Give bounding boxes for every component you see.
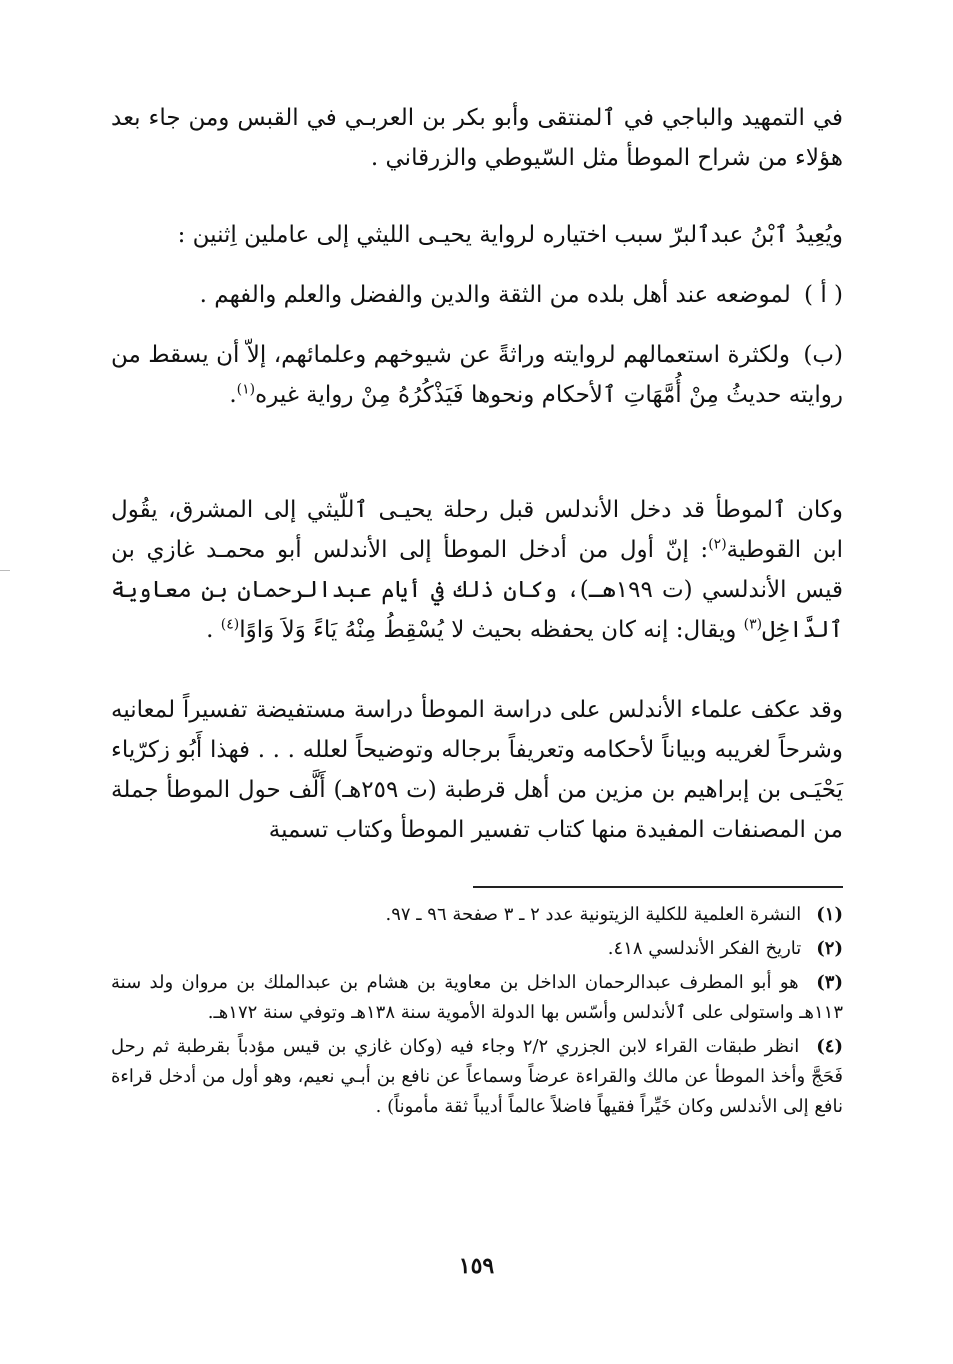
paragraph-reasons: ويُعِيدُ ٱبْنُ عبدٱلبرّ سبب اختياره لرواية يحيـى الليثي إلى عاملين اِثنين : <box>177 222 843 248</box>
list-item-a-label: ( أ ) <box>804 282 843 308</box>
footnote-ref-4[interactable]: (٤) <box>220 616 240 633</box>
footnote-3-text: هو أبو المطرف عبدالرحمان الداخل بن معاوية بن هشام بن عبدالملك بن مروان ولد سنة ١١٣هـ واستولى على ٱلأندلس وأسّس بها الدولة الأموية سنة ١٣٨هـ وتوفي سنة ١٧٢هـ. <box>111 972 843 1023</box>
paragraph-muwatta-part2: : إنّ أول من أدخل الموطأ إلى الأندلس أبو محمـد غازي بن قيس الأندلسي (ت ١٩٩هـ)، وكان ذلك في أيام عبدالرحمان بن معاوية ٱلدَّاخِل <box>111 537 844 643</box>
footnote-ref-3[interactable]: (٣) <box>743 616 763 633</box>
list-item-b-label: (ب) <box>803 342 844 368</box>
footnote-3 <box>111 968 843 1028</box>
footnote-4-text: انظر طبقات القراء لابن الجزري ٢/٢ وجاء فيه (وكان غازي بن قيس مؤدباً بقرطبة ثم رحل فَحَجَّ وأخذ الموطأ عن مالك والقراءة عرضاً وسماعاً عن نافع بن أبـي نعيم، وهو أول من أدخل قراءة نافع إلى الأندلس وكان خَيِّراً فقيهاً فاضلاً عالماً أديباً ثقة مأموناً) . <box>111 1036 843 1117</box>
paragraph-intro: في التمهيد والباجي في ٱلمنتقى وأبو بكر بن العربـي في القبس ومن جاء بعد هؤلاء من شراح الموطأ مثل السّيوطي والزرقاني . <box>111 105 843 171</box>
footnote-ref-1[interactable]: (١) <box>236 381 256 398</box>
list-item-a <box>111 275 843 315</box>
list-item-b-end: . <box>229 382 237 408</box>
footnote-3-number: (٣) <box>816 972 843 993</box>
footnote-2 <box>111 934 843 964</box>
paragraph-muwatta-part3: ويقال: إنه كان يحفظه بحيث لا يُسْقِطُ مِنْهُ يَاءً وَلاَ وَاوًا <box>239 617 744 643</box>
footnote-2-text: تاريخ الفكر الأندلسي ٤١٨. <box>607 938 802 959</box>
paragraph-muwatta-end: . <box>206 617 221 643</box>
page-number <box>0 1253 953 1279</box>
footnote-1-text: النشرة العلمية للكلية الزيتونية عدد ٢ ـ ٣ صفحة ٩٦ ـ ٩٧. <box>385 904 802 925</box>
footnote-ref-2[interactable]: (٢) <box>708 536 727 553</box>
paragraph-muwatta-history <box>111 490 843 650</box>
list-item-b-text: ولكثرة استعمالهم لروايته وراثةً عن شيوخهم وعلمائهم، إلاّ أن يسقط من روايته حديثُ مِنْ أُمَّهَاتِ ٱلأحكام ونحوها فَيَذْكُرُهُ مِنْ رواية غيره <box>111 342 843 408</box>
footnote-4-number: (٤) <box>816 1036 843 1057</box>
scan-margin-mark <box>0 570 10 572</box>
list-item-a-text: لموضعه عند أهل بلده من الثقة والدين والفضل والعلم والفهم . <box>199 282 791 308</box>
page-number-text: ١٥٩ <box>458 1253 495 1279</box>
list-item-b <box>111 335 843 415</box>
footnote-2-number: (٢) <box>816 938 843 959</box>
footnote-1 <box>111 900 843 930</box>
paragraph-muwatta-part1: وكان ٱلموطأ قد دخل الأندلس قبل رحلة يحيـى ٱللّيثي إلى المشرق، يقُول ابن القوطية <box>111 497 843 563</box>
footnotes <box>111 900 843 1126</box>
footnote-4 <box>111 1032 843 1122</box>
paragraph-scholars: وقد عكف علماء الأندلس على دراسة الموطأ دراسة مستفيضة تفسيراً لمعانيه وشرحاً لغريبه وبياناً لأحكامه وتعريفاً برجاله وتوضيحاً لعلله . . . فهذا أَبُو زكرّياء يَحْيَـى بن إبراهيم بن مزين من أهل قرطبة (ت ٢٥٩هـ) أَلَّف حول الموطأ جملة من المصنفات المفيدة منها كتاب تفسير الموطأ وكتاب تسمية <box>111 697 844 843</box>
footnote-divider <box>473 886 843 888</box>
footnote-1-number: (١) <box>816 904 843 925</box>
